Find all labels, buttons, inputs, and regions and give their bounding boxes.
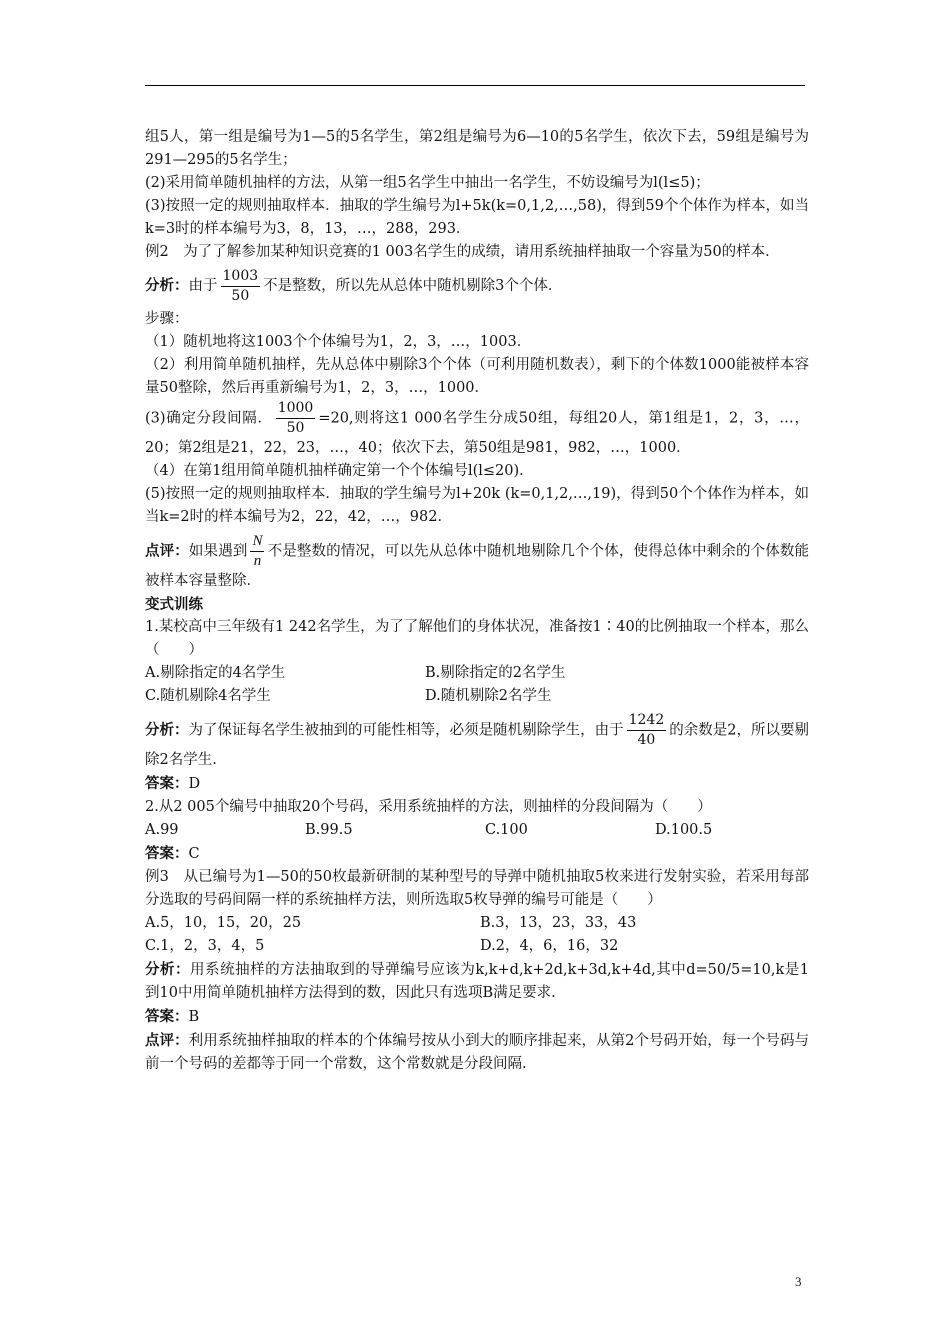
- header-rule: [145, 85, 805, 86]
- option-a: A.5，10，15，20，25: [145, 915, 302, 931]
- step-item-1: （1）随机地将这1003个个体编号为1，2，3，…，1003．: [145, 334, 532, 350]
- question-1-options-row-2: [145, 685, 809, 708]
- step-item-4: （4）在第1组用简单随机抽样确定第一个个体编号l(l≤20)．: [145, 463, 534, 479]
- option-b: B.3，13，23，33，43: [480, 915, 637, 931]
- fraction-numerator: 1242: [627, 712, 667, 731]
- step-3-post: =20,则将这1 000名学生分成50组，每组20人，第1组是1，2，3，…，20；第2组是21，22，23，…，40；依次下去，第50组是981，982，…，1000．: [145, 410, 809, 456]
- example-3-options-row-1: [145, 912, 809, 935]
- example-3-options-row-2: [145, 935, 809, 958]
- fraction-denominator: 50: [286, 420, 305, 436]
- question-1-analysis: [145, 712, 809, 772]
- fraction-1003-50: [221, 268, 261, 305]
- step-item-5: (5)按照一定的规则抽取样本．抽取的学生编号为l+20k (k=0,1,2,…,19)，得到50个个体作为样本，如当k=2时的样本编号为2，22，42，…，982．: [145, 486, 809, 525]
- option-b: B.剔除指定的2名学生: [425, 665, 566, 681]
- analysis-label: 分析：: [145, 961, 191, 978]
- option-a: A.99: [145, 822, 179, 838]
- variant-training-title: 变式训练: [145, 596, 203, 613]
- question-2: 2.从2 005个编号中抽取20个号码，采用系统抽样的方法，则抽样的分段间隔为（ ）: [145, 799, 712, 815]
- answer-label: 答案：: [145, 845, 189, 862]
- answer-label: 答案：: [145, 1008, 189, 1025]
- comment-2-post: 不是整数的情况，可以先从总体中随机地剔除几个个体，使得总体中剩余的个体数能被样本容量整除．: [145, 543, 810, 589]
- example-3-analysis-text: 用系统抽样的方法抽取到的导弹编号应该为k,k+d,k+2d,k+3d,k+4d,其中d=50/5=10,k是1到10中用简单随机抽样方法得到的数，因此只有选项B满足要求.: [145, 962, 809, 1001]
- fraction-denominator: 50: [231, 287, 250, 304]
- fraction-numerator: 1000: [276, 400, 316, 419]
- answer-value: B: [188, 1009, 200, 1025]
- step-2-paragraph: (2)采用简单随机抽样的方法，从第一组5名学生中抽出一名学生，不妨设编号为l(l≤5)；: [145, 175, 710, 191]
- option-d: D.2，4，6，16，32: [480, 938, 619, 954]
- fraction-1000-50: [276, 400, 316, 437]
- fraction-numerator: N: [250, 533, 264, 552]
- comment-label: 点评：: [145, 1032, 189, 1049]
- question-1: 1.某校高中三年级有1 242名学生，为了了解他们的身体状况，准备按1∶40的比例抽取一个样本，那么（ ）: [145, 619, 809, 658]
- comment-2: [145, 533, 809, 593]
- option-d: D.随机剔除2名学生: [425, 688, 552, 704]
- option-d: D.100.5: [655, 822, 713, 838]
- option-c: C.随机剔除4名学生: [145, 688, 271, 704]
- question-1-analysis-pre: 为了保证每名学生被抽到的可能性相等，必须是随机剔除学生，由于: [188, 722, 624, 739]
- paragraph-group-description: 组5人，第一组是编号为1—5的5名学生，第2组是编号为6—10的5名学生，依次下去，59组是编号为291—295的5名学生；: [145, 129, 809, 168]
- step-3-paragraph: (3)按照一定的规则抽取样本．抽取的学生编号为l+5k(k=0,1,2,…,58)，得到59个个体作为样本，如当k=3时的样本编号为3，8，13，…，288，293．: [145, 198, 809, 237]
- fraction-denominator: n: [253, 553, 262, 569]
- fraction-N-n: [250, 533, 264, 570]
- analysis-2-pre: 由于: [188, 278, 218, 294]
- option-c: C.100: [485, 822, 528, 838]
- option-a: A.剔除指定的4名学生: [145, 665, 286, 681]
- question-1-options-row-1: [145, 662, 809, 685]
- answer-label: 答案：: [145, 775, 189, 792]
- question-1-analysis-post: 的余数是2，所以要剔除2名学生.: [145, 722, 810, 768]
- fraction-numerator: 1003: [221, 268, 261, 287]
- step-item-2: （2）利用简单随机抽样，先从总体中剔除3个个体（可利用随机数表），剩下的个体数1000能被样本容量50整除，然后再重新编号为1，2，3，…，1000．: [145, 357, 809, 396]
- analysis-label: 分析：: [145, 721, 189, 739]
- steps-title: 步骤：: [145, 311, 189, 327]
- option-c: C.1，2，3，4，5: [145, 938, 265, 954]
- comment-2-pre: 如果遇到: [188, 543, 248, 560]
- step-item-3: [145, 400, 809, 460]
- comment-label: 点评：: [145, 542, 189, 560]
- fraction-1242-40: [627, 712, 667, 749]
- document-body: [145, 126, 809, 1076]
- example-3-analysis: [145, 958, 809, 1005]
- fraction-denominator: 40: [637, 732, 656, 748]
- example-3-answer: [145, 1005, 809, 1029]
- answer-value: C: [188, 846, 200, 862]
- question-1-answer: [145, 772, 809, 796]
- analysis-label: 分析：: [145, 277, 189, 294]
- analysis-2: [145, 264, 809, 308]
- answer-value: D: [188, 776, 201, 792]
- page-number: 3: [795, 1274, 802, 1289]
- option-b: B.99.5: [305, 822, 353, 838]
- step-3-pre: (3)确定分段间隔．: [145, 410, 273, 427]
- example-2-statement: 例2 为了了解参加某种知识竞赛的1 003名学生的成绩，请用系统抽样抽取一个容量为50的样本．: [145, 244, 780, 260]
- example-3-comment: [145, 1029, 809, 1076]
- question-2-options: [145, 819, 809, 842]
- analysis-2-post: 不是整数，所以先从总体中随机剔除3个个体．: [263, 278, 563, 294]
- example-3-statement: 例3 从已编号为1—50的50枚最新研制的某种型号的导弹中随机抽取5枚来进行发射实验，若采用每部分选取的号码间隔一样的系统抽样方法，则所选取5枚导弹的编号可能是（ ）: [145, 869, 809, 908]
- example-3-comment-text: 利用系统抽样抽取的样本的个体编号按从小到大的顺序排起来，从第2个号码开始，每一个号码与前一个号码的差都等于同一个常数，这个常数就是分段间隔.: [145, 1033, 809, 1072]
- question-2-answer: [145, 842, 809, 866]
